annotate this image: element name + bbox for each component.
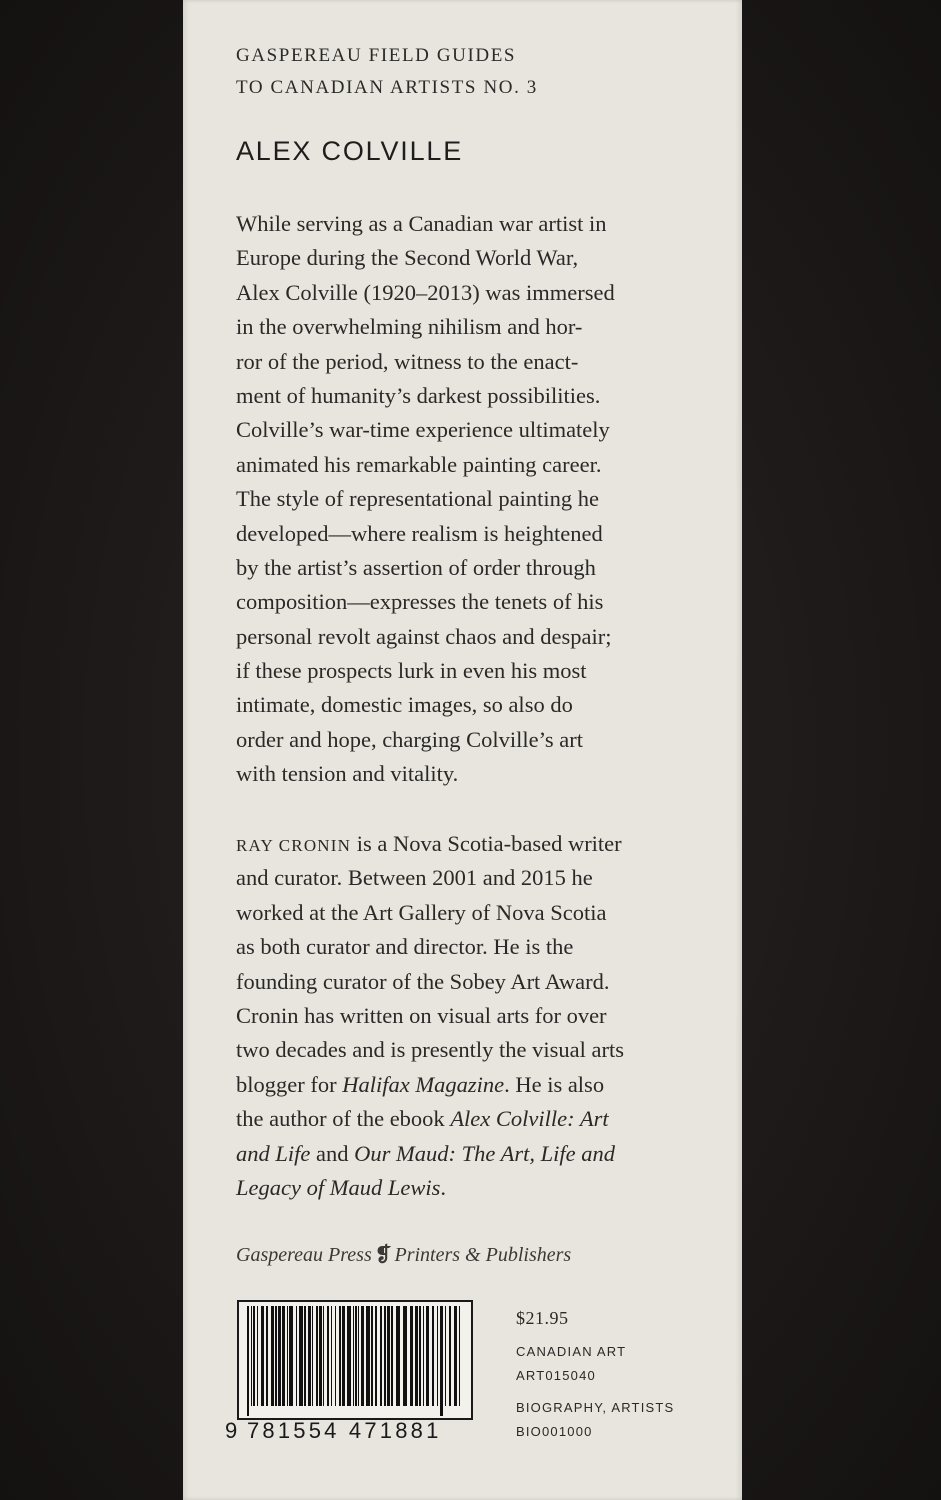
barcode-bar bbox=[312, 1306, 313, 1406]
series-line-2: TO CANADIAN ARTISTS NO. 3 bbox=[236, 77, 538, 98]
barcode-bar bbox=[426, 1306, 429, 1406]
isbn-first-digit: 9 bbox=[225, 1418, 238, 1443]
barcode-bar bbox=[278, 1306, 281, 1406]
bio-line: Legacy of Maud Lewis. bbox=[236, 1174, 446, 1200]
isbn-barcode bbox=[225, 1300, 475, 1443]
series-title bbox=[236, 40, 538, 104]
description-line: if these prospects lurk in even his most bbox=[236, 658, 587, 684]
barcode-frame bbox=[237, 1300, 473, 1420]
bio-line: as both curator and director. He is the bbox=[236, 934, 574, 960]
description-line: The style of representational painting he bbox=[236, 486, 599, 512]
category-code: ART015040 bbox=[516, 1368, 596, 1383]
barcode-bar bbox=[419, 1306, 421, 1406]
barcode-bar bbox=[366, 1306, 370, 1406]
barcode-bar bbox=[391, 1306, 393, 1406]
bio-line: founding curator of the Sobey Art Award. bbox=[236, 968, 610, 994]
description-line: by the artist’s assertion of order through bbox=[236, 554, 596, 580]
barcode-bar bbox=[437, 1306, 438, 1406]
cover-text-panel bbox=[183, 0, 742, 1500]
barcode-bar bbox=[449, 1306, 451, 1406]
barcode-bar bbox=[261, 1306, 264, 1406]
barcode-bar bbox=[339, 1306, 341, 1406]
description-line: ror of the period, witness to the enact- bbox=[236, 348, 579, 374]
description-line: intimate, domestic images, so also do bbox=[236, 692, 573, 718]
bio-line: and curator. Between 2001 and 2015 he bbox=[236, 865, 593, 891]
bio-line: RAY CRONIN is a Nova Scotia-based writer bbox=[236, 831, 622, 856]
description-line: animated his remarkable painting career. bbox=[236, 451, 602, 477]
description-line: with tension and vitality. bbox=[236, 761, 459, 787]
barcode-bar bbox=[316, 1306, 318, 1406]
barcode-bar bbox=[380, 1306, 382, 1406]
barcode-bar bbox=[410, 1306, 413, 1406]
barcode-bar bbox=[358, 1306, 359, 1406]
barcode-bar bbox=[361, 1306, 364, 1406]
barcode-bar bbox=[287, 1306, 288, 1406]
barcode-bar bbox=[266, 1306, 268, 1406]
barcode-bar bbox=[342, 1306, 345, 1406]
barcode-bar bbox=[296, 1306, 297, 1406]
barcode-bar bbox=[247, 1306, 249, 1416]
barcode-bar bbox=[432, 1306, 434, 1406]
barcode-bar bbox=[331, 1306, 332, 1406]
bio-line: and Life and Our Maud: The Art, Life and bbox=[236, 1140, 615, 1166]
description-line: composition—expresses the tenets of his bbox=[236, 589, 604, 615]
barcode-bar bbox=[347, 1306, 351, 1406]
barcode-bar bbox=[459, 1306, 460, 1406]
description-line: order and hope, charging Colville’s art bbox=[236, 726, 583, 752]
barcode-bar bbox=[335, 1306, 336, 1406]
barcode-bar bbox=[257, 1306, 258, 1406]
bio-line: two decades and is presently the visual arts bbox=[236, 1037, 625, 1063]
barcode-bar bbox=[403, 1306, 407, 1406]
series-line-1: GASPEREAU FIELD GUIDES bbox=[236, 45, 517, 66]
book-title: ALEX COLVILLE bbox=[236, 136, 464, 166]
description-line: While serving as a Canadian war artist in bbox=[236, 211, 607, 236]
barcode-bar bbox=[415, 1306, 418, 1406]
bio-line: Cronin has written on visual arts for over bbox=[236, 1002, 607, 1028]
barcode-bar bbox=[353, 1306, 354, 1406]
barcode-bar bbox=[299, 1306, 303, 1406]
barcode-bar bbox=[375, 1306, 377, 1406]
barcode-bar bbox=[396, 1306, 400, 1406]
publisher-tagline: Printers & Publishers bbox=[394, 1244, 572, 1266]
price: $21.95 bbox=[516, 1308, 569, 1328]
barcode-bar bbox=[304, 1306, 306, 1406]
barcode-bar bbox=[423, 1306, 424, 1406]
barcode-bar bbox=[308, 1306, 311, 1406]
description-line: in the overwhelming nihilism and hor- bbox=[236, 314, 583, 340]
barcode-bar bbox=[282, 1306, 285, 1406]
barcode-bar bbox=[253, 1306, 255, 1406]
book-description bbox=[236, 207, 726, 792]
barcode-bar bbox=[440, 1306, 443, 1416]
category-label: CANADIAN ART bbox=[516, 1344, 627, 1359]
publisher-imprint bbox=[236, 1242, 571, 1267]
author-bio bbox=[236, 827, 726, 1205]
publisher-name: Gaspereau Press bbox=[236, 1244, 372, 1266]
barcode-bar bbox=[387, 1306, 390, 1406]
barcode-bar bbox=[271, 1306, 274, 1406]
barcode-bar bbox=[323, 1306, 324, 1406]
isbn-digits: 781554 471881 bbox=[247, 1418, 442, 1443]
barcode-bar bbox=[384, 1306, 386, 1406]
barcode-bar bbox=[289, 1306, 293, 1406]
barcode-bar bbox=[445, 1306, 446, 1406]
barcode-bar bbox=[251, 1306, 252, 1406]
pilcrow-icon: ❡ bbox=[374, 1244, 392, 1266]
description-line: Alex Colville (1920–2013) was immersed bbox=[236, 279, 615, 305]
barcode-bar bbox=[327, 1306, 329, 1406]
description-line: personal revolt against chaos and despair; bbox=[236, 623, 612, 649]
description-line: Europe during the Second World War, bbox=[236, 245, 579, 271]
author-name: RAY CRONIN bbox=[236, 836, 352, 855]
description-line: developed—where realism is heightened bbox=[236, 520, 603, 546]
barcode-bar bbox=[319, 1306, 322, 1406]
description-line: Colville’s war-time experience ultimately bbox=[236, 417, 610, 443]
barcode-bar bbox=[275, 1306, 277, 1406]
bio-line: blogger for Halifax Magazine. He is also bbox=[236, 1071, 605, 1097]
barcode-bars bbox=[239, 1302, 471, 1418]
category-code: BIO001000 bbox=[516, 1424, 593, 1439]
category-label: BIOGRAPHY, ARTISTS bbox=[516, 1400, 675, 1415]
barcode-bar bbox=[371, 1306, 373, 1406]
description-line: ment of humanity’s darkest possibilities. bbox=[236, 382, 601, 408]
barcode-bar bbox=[454, 1306, 457, 1406]
barcode-bar bbox=[355, 1306, 357, 1406]
bio-line: worked at the Art Gallery of Nova Scotia bbox=[236, 899, 607, 925]
bio-line: the author of the ebook Alex Colville: Art bbox=[236, 1106, 609, 1132]
